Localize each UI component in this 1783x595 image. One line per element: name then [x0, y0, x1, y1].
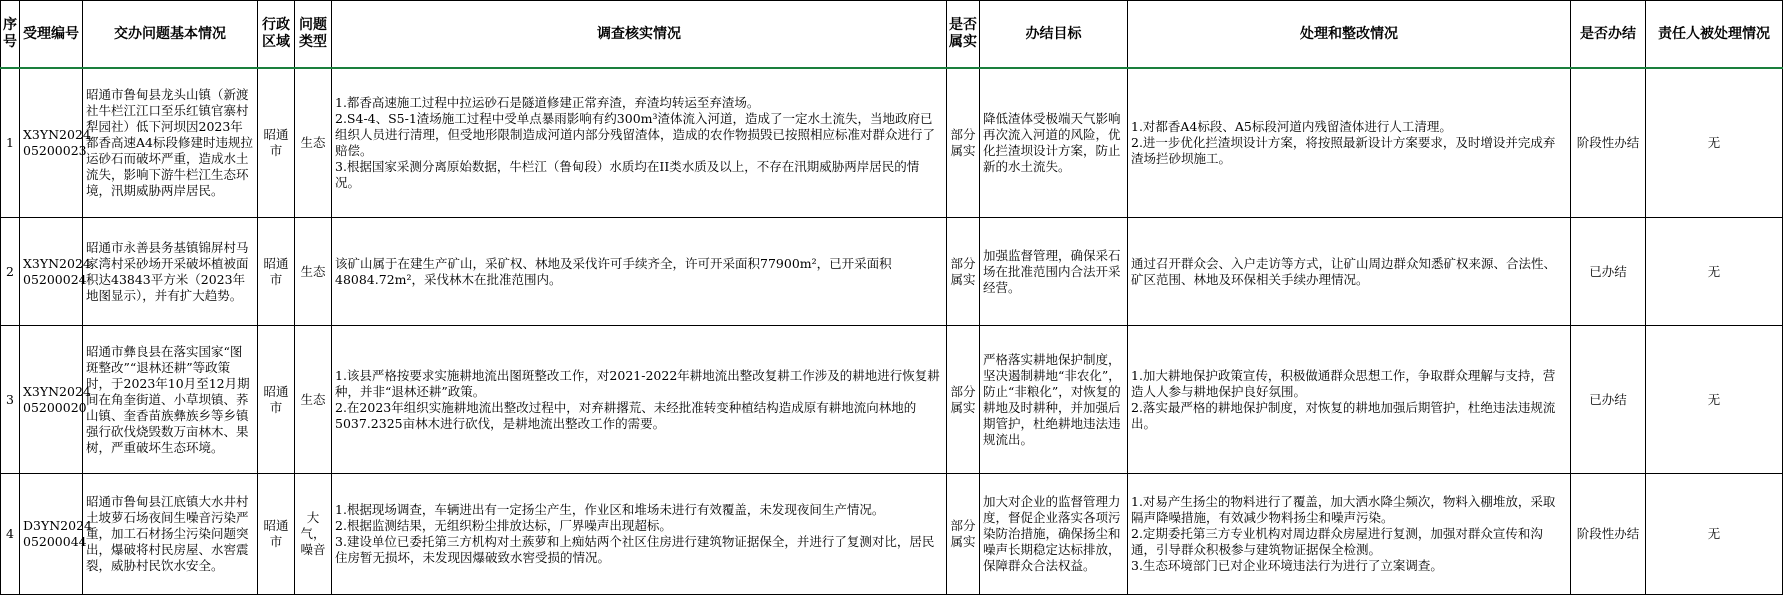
cell-rectification: 1.加大耕地保护政策宣传，积极做通群众思想工作，争取群众理解与支持，营造人人参与耕地保护良好氛围。 2.落实最严格的耕地保护制度，对恢复的耕地加强后期管护，杜绝违法违规流出。: [1128, 326, 1571, 474]
cell-goal: 加大对企业的监督管理力度，督促企业落实各项污染防治措施，确保扬尘和噪声长期稳定达标排放，保障群众合法权益。: [980, 474, 1128, 595]
cell-goal: 加强监督管理，确保采石场在批准范围内合法开采经营。: [980, 218, 1128, 326]
cell-accountability: 无: [1646, 474, 1783, 595]
header-verified: 是否属实: [947, 1, 980, 69]
cell-type: 生态: [295, 68, 332, 218]
cell-investigation: 1.该县严格按要求实施耕地流出图斑整改工作，对2021-2022年耕地流出整改复耕工作涉及的耕地进行恢复耕种，并非“退林还耕”政策。 2.在2023年组织实施耕地流出整改过程中，对弃耕撂荒、未经批准转变种植结构造成原有耕地流向林地的5037.2325亩林木进行砍伐，是耕地流出整改工作的需要。: [332, 326, 947, 474]
cell-seq: 2: [1, 218, 20, 326]
cell-accountability: 无: [1646, 326, 1783, 474]
cell-verified: 部分属实: [947, 326, 980, 474]
cell-accept-no: X3YN2024 05200020: [20, 326, 83, 474]
cell-seq: 1: [1, 68, 20, 218]
cell-type: 大气，噪音: [295, 474, 332, 595]
cell-type: 生态: [295, 326, 332, 474]
cell-issue: 昭通市鲁甸县江底镇大水井村土坡萝石场夜间生噪音污染严重，加工石材扬尘污染问题突出，爆破将村民房屋、水窖震裂，威胁村民饮水安全。: [83, 474, 258, 595]
header-investigation: 调查核实情况: [332, 1, 947, 69]
cell-accept-no: D3YN2024 05200044: [20, 474, 83, 595]
cell-accountability: 无: [1646, 68, 1783, 218]
cell-investigation: 1.都香高速施工过程中拉运砂石是隧道修建正常弃渣，弃渣均转运至弃渣场。 2.S4-4、S5-1渣场施工过程中受单点暴雨影响有约300m³渣体流入河道，造成了一定水土流失，当地政府已组织人员进行清理，但受地形限制造成河道内部分残留渣体，造成的农作物损毁已按照相应标准对群众进行了赔偿。 3.根据国家采测分离原始数据，牛栏江（鲁甸段）水质均在II类水质及以上，不存在汛期威胁两岸居民的情况。: [332, 68, 947, 218]
cell-goal: 降低渣体受极端天气影响再次流入河道的风险，优化拦渣坝设计方案，防止新的水土流失。: [980, 68, 1128, 218]
cell-rectification: 1.对都香A4标段、A5标段河道内残留渣体进行人工清理。 2.进一步优化拦渣坝设计方案，将按照最新设计方案要求，及时增设并完成弃渣场拦砂坝施工。: [1128, 68, 1571, 218]
header-closed: 是否办结: [1571, 1, 1646, 69]
cell-accept-no: X3YN2024 05200023: [20, 68, 83, 218]
header-goal: 办结目标: [980, 1, 1128, 69]
cell-investigation: 该矿山属于在建生产矿山，采矿权、林地及采伐许可手续齐全，许可开采面积77900m²，已开采面积48084.72m²，采伐林木在批准范围内。: [332, 218, 947, 326]
header-type: 问题类型: [295, 1, 332, 69]
table-row: [1, 474, 1783, 595]
header-accountability: 责任人被处理情况: [1646, 1, 1783, 69]
header-issue: 交办问题基本情况: [83, 1, 258, 69]
cell-accept-no: X3YN2024 05200024: [20, 218, 83, 326]
cell-closed: 阶段性办结: [1571, 474, 1646, 595]
cell-closed: 阶段性办结: [1571, 68, 1646, 218]
cell-rectification: 1.对易产生扬尘的物料进行了覆盖，加大洒水降尘频次，物料入棚堆放，采取隔声降噪措施，有效减少物料扬尘和噪声污染。 2.定期委托第三方专业机构对周边群众房屋进行复测，加强对群众宣传和沟通，引导群众积极参与建筑物证据保全检测。 3.生态环境部门已对企业环境违法行为进行了立案调查。: [1128, 474, 1571, 595]
cell-verified: 部分属实: [947, 218, 980, 326]
header-region: 行政区域: [258, 1, 295, 69]
header-rectification: 处理和整改情况: [1128, 1, 1571, 69]
cell-closed: 已办结: [1571, 218, 1646, 326]
cell-seq: 3: [1, 326, 20, 474]
cell-goal: 严格落实耕地保护制度，坚决遏制耕地“非农化”，防止“非粮化”，对恢复的耕地及时耕种，并加强后期管护，杜绝耕地违法违规流出。: [980, 326, 1128, 474]
cell-issue: 昭通市彝良县在落实国家“图斑整改”“退林还耕”等政策时，于2023年10月至12月期间在角奎街道、小草坝镇、荞山镇、奎香苗族彝族乡等乡镇强行砍伐烧毁数万亩林木、果树，严重破坏生态环境。: [83, 326, 258, 474]
cell-seq: 4: [1, 474, 20, 595]
header-accept-no: 受理编号: [20, 1, 83, 69]
cell-verified: 部分属实: [947, 68, 980, 218]
cell-region: 昭通市: [258, 326, 295, 474]
header-seq: 序号: [1, 1, 20, 69]
cell-closed: 已办结: [1571, 326, 1646, 474]
cell-issue: 昭通市鲁甸县龙头山镇（新渡社牛栏江江口至乐红镇官寨村犁园社）低下河坝因2023年都香高速A4标段修建时违规拉运砂石而破坏严重，造成水土流失，影响下游牛栏江生态环境，汛期威胁两岸居民。: [83, 68, 258, 218]
table-row: [1, 68, 1783, 218]
cell-investigation: 1.根据现场调查，车辆进出有一定扬尘产生，作业区和堆场未进行有效覆盖，未发现夜间生产情况。 2.根据监测结果，无组织粉尘排放达标，厂界噪声出现超标。 3.建设单位已委托第三方机构对土蔟萝和上痴姑两个社区住房进行建筑物证据保全，并进行了复测对比，居民住房暂无损坏，未发现因爆破致水窖受损的情况。: [332, 474, 947, 595]
cell-type: 生态: [295, 218, 332, 326]
table-row: [1, 326, 1783, 474]
cell-rectification: 通过召开群众会、入户走访等方式，让矿山周边群众知悉矿权来源、合法性、矿区范围、林地及环保相关手续办理情况。: [1128, 218, 1571, 326]
cell-region: 昭通市: [258, 68, 295, 218]
table-row: [1, 218, 1783, 326]
cell-issue: 昭通市永善县务基镇锦屏村马家湾村采砂场开采破坏植被面积达43843平方米（2023年地图显示），并有扩大趋势。: [83, 218, 258, 326]
cell-accountability: 无: [1646, 218, 1783, 326]
header-row: [1, 1, 1783, 69]
cell-verified: 部分属实: [947, 474, 980, 595]
cell-region: 昭通市: [258, 218, 295, 326]
cell-region: 昭通市: [258, 474, 295, 595]
